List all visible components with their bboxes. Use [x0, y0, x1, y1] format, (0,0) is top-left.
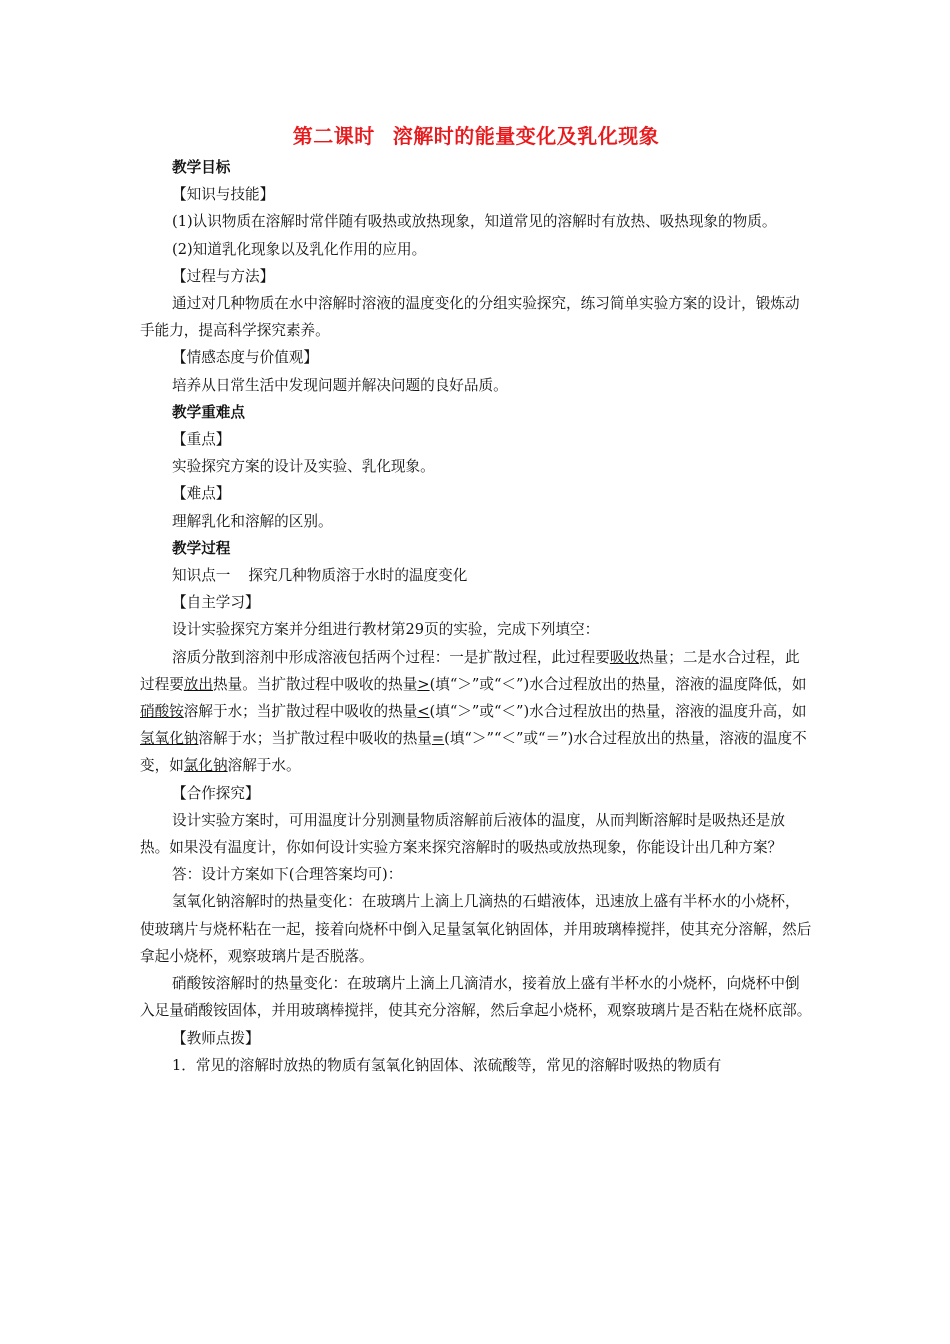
page-title	[140, 118, 812, 154]
teaching-process-heading: 教学过程	[172, 539, 231, 557]
key-text: 实验探究方案的设计及实验、乳化现象。	[172, 458, 435, 476]
fill-answer: 放出	[183, 675, 213, 693]
kp1-label: 知识点一	[172, 567, 231, 585]
emotion-heading: 【情感态度与价值观】	[172, 349, 318, 367]
process-text: 通过对几种物质在水中溶解时溶液的温度变化的分组实验探究，练习简单实验方案的设计，锻炼动手能力，提高科学探究素养。	[140, 295, 800, 340]
title-lesson: 第二课时	[292, 124, 375, 148]
coop-text: 设计实验方案时，可用温度计分别测量物质溶解前后液体的温度，从而判断溶解时是吸热还是放热。如果没有温度计，你如何设计实验方案来探究溶解时的吸热或放热现象，你能设计出几种方案？	[140, 811, 785, 857]
answer-nh4no3: 硝酸铵溶解时的热量变化：在玻璃片上滴上几滴清水，接着放上盛有半杯水的小烧杯，向烧杯中倒入足量硝酸铵固体，并用玻璃棒搅拌，使其充分溶解，然后拿起小烧杯，观察玻璃片是否粘在烧杯底部。	[140, 975, 812, 1020]
self-study-intro: 设计实验探究方案并分组进行教材第29页的实验，完成下列填空：	[172, 621, 600, 639]
key-difficult-heading: 教学重难点	[172, 403, 245, 421]
teacher-heading: 【教师点拨】	[172, 1029, 260, 1047]
fill-answer: 氯化钠	[183, 757, 228, 775]
knowledge-item-1: (1)认识物质在溶解时常伴随有吸热或放热现象，知道常见的溶解时有放热、吸热现象的物质。	[172, 213, 777, 231]
fill-answer: >	[417, 675, 430, 693]
answer-intro: 答：设计方案如下(合理答案均可)：	[172, 866, 403, 884]
fill-text: 热量；二是水合过程，此过程要	[140, 648, 800, 693]
fill-answer: 吸收	[609, 648, 640, 666]
teacher-point-1: 1．常见的溶解时放热的物质有氢氧化钠固体、浓硫酸等，常见的溶解时吸热的物质有	[172, 1056, 722, 1074]
fill-text: (填“＞”或“＜”)水合过程放出的热量，溶液的温度升高，如	[429, 703, 807, 721]
key-heading: 【重点】	[172, 431, 231, 449]
knowledge-heading: 【知识与技能】	[172, 186, 275, 204]
kp1-title: 探究几种物质溶于水时的温度变化	[248, 567, 468, 585]
self-study-heading: 【自主学习】	[172, 594, 260, 612]
fill-in-paragraph	[140, 644, 812, 780]
fill-text: 溶质分散到溶剂中形成溶液包括两个过程：一是扩散过程，此过程要	[172, 648, 610, 666]
fill-text: (填“＞”“＜”或“＝”)水合过程放出的热量，溶液的温度不变，如	[140, 730, 807, 775]
fill-text: 溶解于水。	[227, 757, 301, 775]
knowledge-item-2: (2)知道乳化现象以及乳化作用的应用。	[172, 240, 427, 258]
emotion-text: 培养从日常生活中发现问题并解决问题的良好品质。	[172, 376, 508, 394]
knowledge-point-1	[140, 562, 812, 589]
title-topic: 溶解时的能量变化及乳化现象	[392, 124, 660, 148]
document-page	[140, 118, 812, 1079]
objectives-heading: 教学目标	[172, 159, 231, 176]
fill-answer: =	[431, 730, 445, 748]
difficult-text: 理解乳化和溶解的区别。	[172, 512, 333, 530]
fill-text: (填“＞”或“＜”)水合过程放出的热量，溶液的温度降低，如	[429, 675, 807, 693]
fill-text: 溶解于水；当扩散过程中吸收的热量	[198, 730, 432, 748]
process-heading: 【过程与方法】	[172, 267, 275, 285]
answer-naoh: 氢氧化钠溶解时的热量变化：在玻璃片上滴上几滴热的石蜡液体，迅速放上盛有半杯水的小烧杯，使玻璃片与烧杯粘在一起，接着向烧杯中倒入足量氢氧化钠固体，并用玻璃棒搅拌，使其充分溶解，然后拿起小烧杯，观察玻璃片是否脱落。	[140, 893, 812, 965]
difficult-heading: 【难点】	[172, 485, 231, 503]
fill-text: 热量。当扩散过程中吸收的热量	[213, 675, 418, 693]
fill-answer: 硝酸铵	[140, 703, 184, 721]
fill-text: 溶解于水；当扩散过程中吸收的热量	[183, 703, 418, 721]
fill-answer: 氢氧化钠	[140, 730, 199, 748]
fill-answer: <	[417, 703, 430, 721]
coop-heading: 【合作探究】	[172, 784, 260, 802]
